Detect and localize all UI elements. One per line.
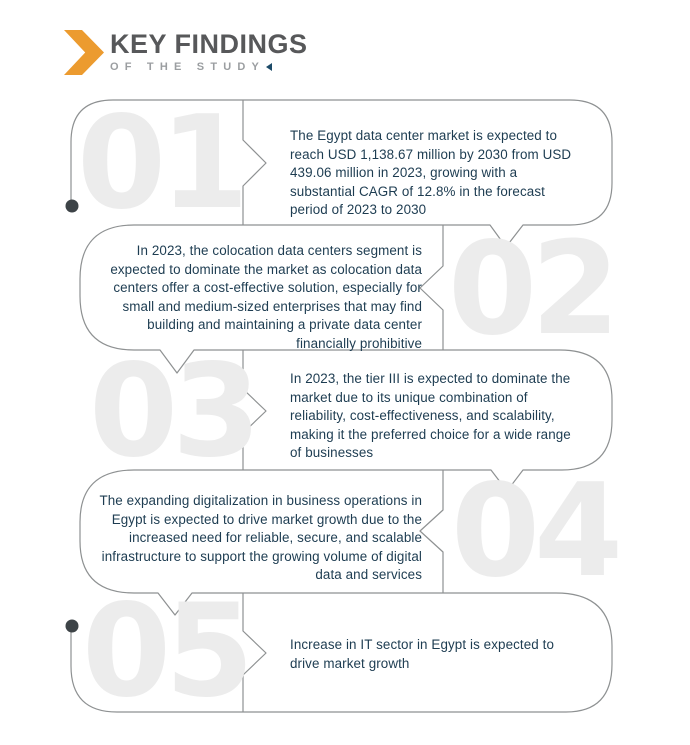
page-subtitle: OF THE STUDY: [110, 61, 266, 74]
finding-text-04: The expanding digitalization in business operations in Egypt is expected to drive market growth due to the increased need for reliable, secure, and scalable infrastructure to support the growing volume of digital data and services: [99, 493, 422, 582]
finding-number-03: 03: [88, 337, 256, 486]
divider-row-1: [243, 100, 266, 225]
finding-number-05: 05: [81, 577, 249, 726]
page-title: KEY FINDINGS: [110, 29, 308, 59]
divider-row-2: [420, 225, 443, 350]
finding-number-02: 02: [447, 215, 615, 364]
finding-text-05: Increase in IT sector in Egypt is expected to drive market growth: [290, 637, 555, 671]
finding-text-02: In 2023, the colocation data centers segment is expected to dominate the market as colocation data centers offer a cost-effective solution, especially for small and medium-sized enterprises that may find building and maintaining a private data center financially prohibitive: [110, 243, 422, 351]
finding-text-03: In 2023, the tier III is expected to dominate the market due to its unique combination of reliability, cost-effectiveness, and scalability, making it the preferred choice for a wide range of businesses: [290, 371, 571, 460]
finding-text-01: The Egypt data center market is expected to reach USD 1,138.67 million by 2030 from USD 439.06 million in 2023, growing with a substantial CAGR of 12.8% in the forecast period of 2023 to 2030: [290, 128, 572, 217]
finding-number-04: 04: [450, 457, 618, 606]
path-end-dot-bottom: [66, 620, 79, 633]
finding-number-01: 01: [76, 89, 244, 238]
divider-row-4: [420, 470, 443, 593]
